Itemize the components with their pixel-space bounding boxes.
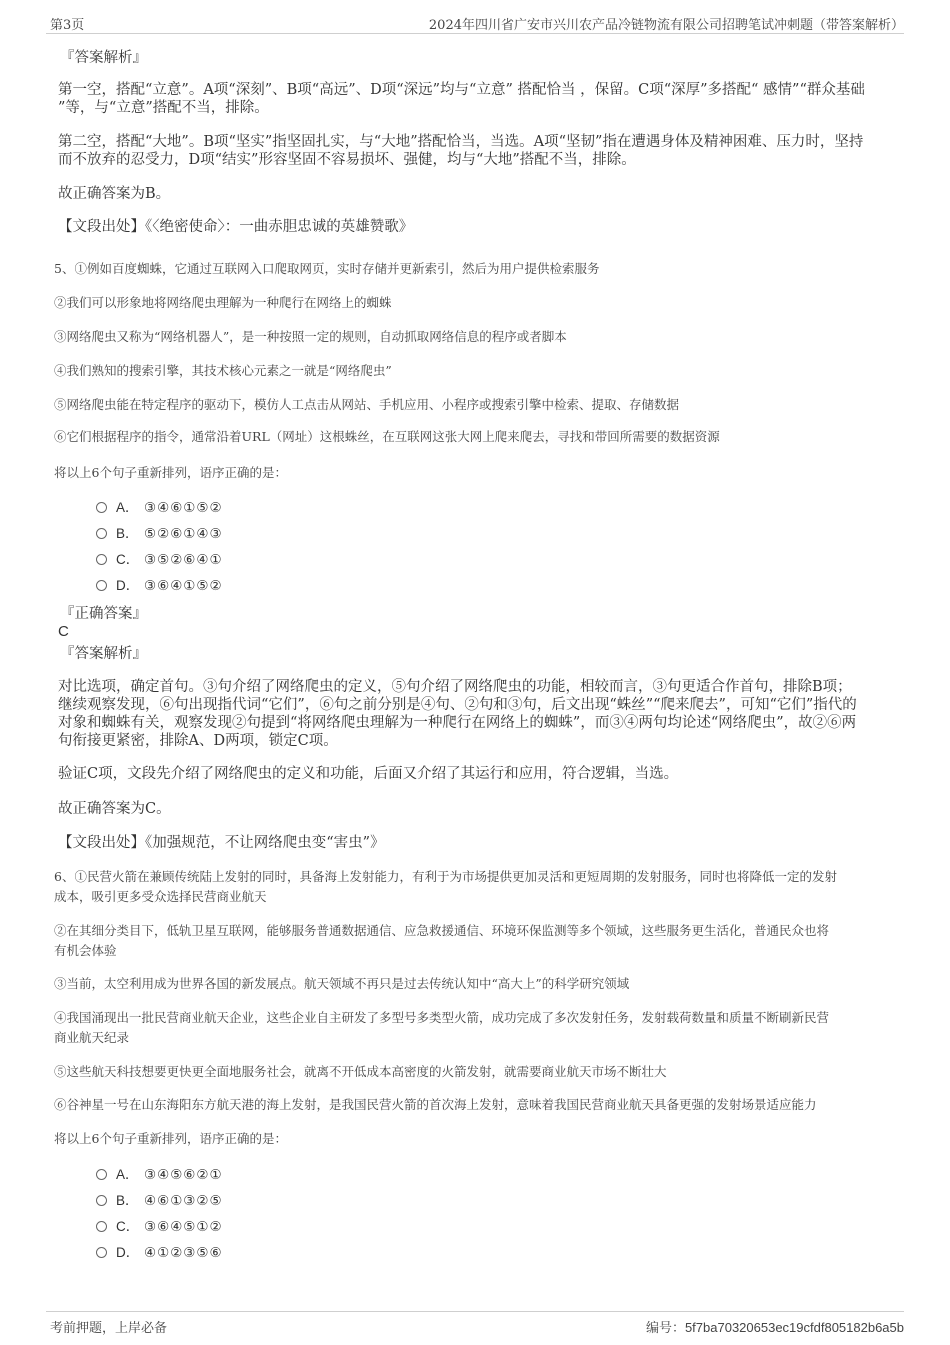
document-code xyxy=(646,1317,904,1336)
q5-sentence-2: ②我们可以形象地将网络爬虫理解为一种爬行在网络上的蜘蛛 xyxy=(54,295,392,310)
q6-option-b[interactable]: B． ④⑥①③②⑤ xyxy=(96,1193,223,1209)
code-value: 5f7ba70320653ec19cfdf805182b6a5b xyxy=(684,1320,904,1335)
document-title: 2024年四川省广安市兴川农产品冷链物流有限公司招聘笔试冲刺题（带答案解析） xyxy=(428,18,904,33)
q5-option-a[interactable]: A． ③④⑥①⑤② xyxy=(96,500,223,516)
q5-analysis-line1: 对比选项，确定首句。③句介绍了网络爬虫的定义，⑤句介绍了网络爬虫的功能，相较而言，③句更适合作首句，排除B项； xyxy=(58,679,852,695)
code-label: 编号： xyxy=(645,1321,685,1336)
q5-verify: 验证C项，文段先介绍了网络爬虫的定义和功能，后面又介绍了其运行和应用，符合逻辑，当选。 xyxy=(58,766,679,782)
q6-sentence-1-line1: 6、①民营火箭在兼顾传统陆上发射的同时，具备海上发射能力，有利于为市场提供更加灵活和更短周期的发射服务，同时也将降低一定的发射 xyxy=(54,869,837,884)
q5-option-b[interactable]: B． ⑤②⑥①④③ xyxy=(96,526,223,542)
q6-prompt: 将以上6个句子重新排列，语序正确的是： xyxy=(54,1131,287,1146)
q5-correct-answer: C xyxy=(58,623,69,640)
q5-analysis-line3: 对象和蜘蛛有关，观察发现②句提到“将网络爬虫理解为一种爬行在网络上的蜘蛛”，而③④两句均论述“网络爬虫”，故②⑥两 xyxy=(58,715,857,731)
radio-icon[interactable] xyxy=(96,1221,107,1232)
radio-icon[interactable] xyxy=(96,1247,107,1258)
q6-sentence-2-line1: ②在其细分类目下，低轨卫星互联网，能够服务普通数据通信、应急救援通信、环境环保监测等多个领域，这些服务更生活化，普通民众也将 xyxy=(54,923,830,938)
page-number: 第3页 xyxy=(50,18,85,33)
q5-correct-answer-label: 『正确答案』 xyxy=(60,606,147,622)
footer-slogan: 考前押题，上岸必备 xyxy=(50,1321,168,1336)
q5-analysis-line4: 句衔接更紧密，排除A、D两项，锁定C项。 xyxy=(58,733,338,749)
q4-analysis-p2-line1: 第二空，搭配“大地”。B项“坚实”指坚固扎实，与“大地”搭配恰当，当选。A项“坚韧”指在遭遇身体及精神困难、压力时，坚持 xyxy=(58,134,864,150)
q5-sentence-1: 5、①例如百度蜘蛛，它通过互联网入口爬取网页，实时存储并更新索引，然后为用户提供检索服务 xyxy=(54,261,600,276)
q5-option-d[interactable]: D． ③⑥④①⑤② xyxy=(96,578,223,594)
q6-option-c[interactable]: C． ③⑥④⑤①② xyxy=(96,1219,223,1235)
q5-analysis-line2: 继续观察发现，⑥句出现指代词“它们”，⑥句之前分别是④句、②句和③句，后文出现“蛛丝”“爬来爬去”，可知“它们”指代的 xyxy=(58,697,857,713)
q6-sentence-6: ⑥谷神星一号在山东海阳东方航天港的海上发射，是我国民营火箭的首次海上发射，意味着我国民营商业航天具备更强的发射场景适应能力 xyxy=(54,1097,817,1112)
q6-sentence-2-line2: 有机会体验 xyxy=(54,943,117,958)
radio-icon[interactable] xyxy=(96,528,107,539)
q4-source: 【文段出处】《〈绝密使命〉：一曲赤胆忠诚的英雄赞歌》 xyxy=(58,219,414,235)
radio-icon[interactable] xyxy=(96,580,107,591)
q5-option-c[interactable]: C． ③⑤②⑥④① xyxy=(96,552,223,568)
q4-conclusion: 故正确答案为B。 xyxy=(58,186,171,202)
q4-analysis-p1-line2: ”等，与“立意”搭配不当，排除。 xyxy=(58,100,269,116)
footer-divider xyxy=(46,1311,904,1312)
q5-sentence-4: ④我们熟知的搜索引擎，其技术核心元素之一就是“网络爬虫” xyxy=(54,363,392,378)
radio-icon[interactable] xyxy=(96,1169,107,1180)
q6-option-d[interactable]: D． ④①②③⑤⑥ xyxy=(96,1245,223,1261)
q4-analysis-p2-line2: 而不放弃的忍受力，D项“结实”形容坚固不容易损坏、强健，均与“大地”搭配不当，排除。 xyxy=(58,152,636,168)
q6-sentence-3: ③当前，太空利用成为世界各国的新发展点。航天领域不再只是过去传统认知中“高大上”的科学研究领域 xyxy=(54,976,630,991)
q5-conclusion: 故正确答案为C。 xyxy=(58,801,171,817)
q5-sentence-5: ⑤网络爬虫能在特定程序的驱动下，模仿人工点击从网站、手机应用、小程序或搜索引擎中检索、提取、存储数据 xyxy=(54,397,680,412)
radio-icon[interactable] xyxy=(96,554,107,565)
q6-option-a[interactable]: A． ③④⑤⑥②① xyxy=(96,1167,223,1183)
q5-source: 【文段出处】《加强规范，不让网络爬虫变“害虫”》 xyxy=(58,835,385,851)
q5-sentence-6: ⑥它们根据程序的指令，通常沿着URL（网址）这根蛛丝，在互联网这张大网上爬来爬去，寻找和带回所需要的数据资源 xyxy=(54,429,720,444)
q4-analysis-p1-line1: 第一空，搭配“立意”。A项“深刻”、B项“高远”、D项“深远”均与“立意” 搭配恰当 ，保留。C项“深厚”多搭配“ 感情”“群众基础 xyxy=(58,82,865,98)
q6-sentence-4-line1: ④我国涌现出一批民营商业航天企业，这些企业自主研发了多型号多类型火箭，成功完成了多次发射任务，发射载荷数量和质量不断刷新民营 xyxy=(54,1010,830,1025)
q6-sentence-5: ⑤这些航天科技想要更快更全面地服务社会，就离不开低成本高密度的火箭发射，就需要商业航天市场不断壮大 xyxy=(54,1064,667,1079)
q5-analysis-label: 『答案解析』 xyxy=(60,646,147,662)
q6-sentence-4-line2: 商业航天纪录 xyxy=(54,1030,130,1045)
q4-analysis-label: 『答案解析』 xyxy=(60,50,147,66)
q5-sentence-3: ③网络爬虫又称为“网络机器人”，是一种按照一定的规则，自动抓取网络信息的程序或者脚本 xyxy=(54,329,567,344)
q6-sentence-1-line2: 成本，吸引更多受众选择民营商业航天 xyxy=(54,889,267,904)
radio-icon[interactable] xyxy=(96,502,107,513)
radio-icon[interactable] xyxy=(96,1195,107,1206)
q5-prompt: 将以上6个句子重新排列，语序正确的是： xyxy=(54,465,287,480)
header-divider xyxy=(46,33,904,34)
